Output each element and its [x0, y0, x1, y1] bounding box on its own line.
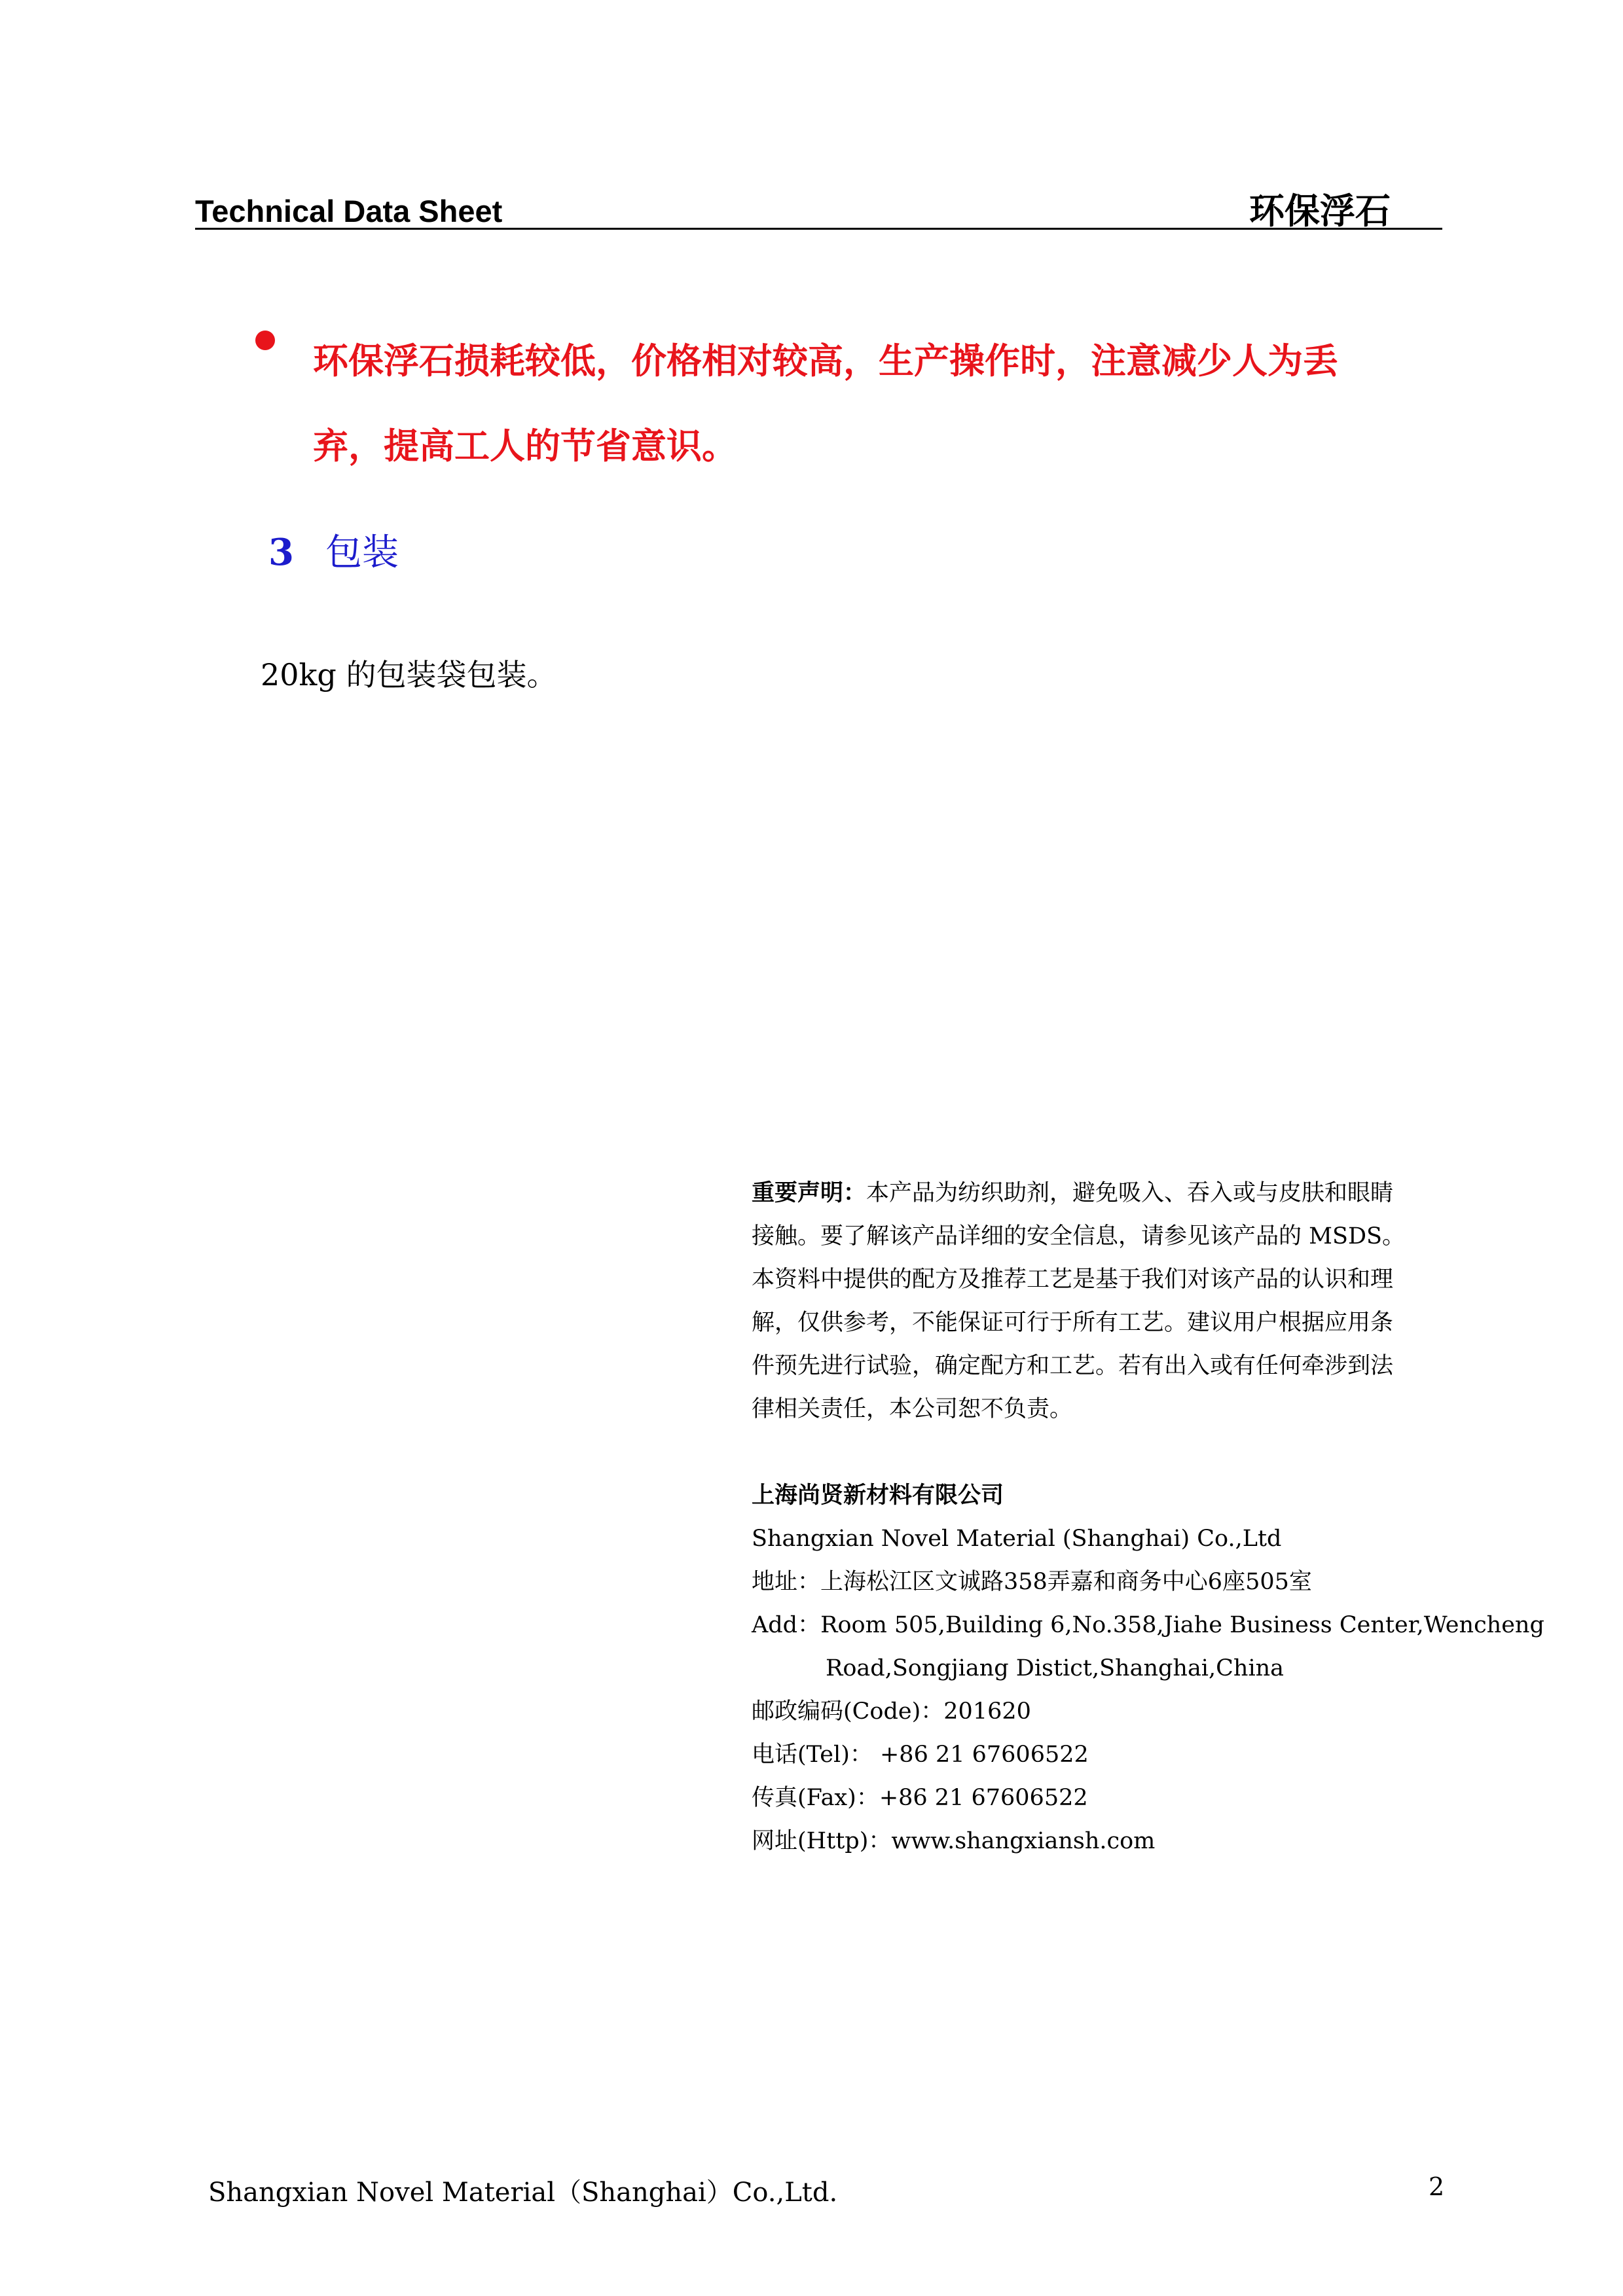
- company-name-chinese: 上海尚贤新材料有限公司: [752, 1482, 1004, 1509]
- disclaimer-line: 解，仅供参考，不能保证可行于所有工艺。建议用户根据应用条: [752, 1310, 1394, 1336]
- disclaimer-title: 重要声明：: [752, 1179, 867, 1206]
- address-english-line-2: Road,Songjiang Distict,Shanghai,China: [826, 1655, 1285, 1681]
- red-bullet-icon: [255, 331, 275, 350]
- fax: 传真(Fax)：+86 21 67606522: [752, 1785, 1088, 1811]
- loss-notice-line-2: 弃，提高工人的节省意识。: [313, 425, 737, 467]
- packaging-description: 20kg 的包装袋包装。: [261, 657, 557, 692]
- section-heading-packaging: [268, 531, 399, 574]
- disclaimer-line: 件预先进行试验，确定配方和工艺。若有出入或有任何牵涉到法: [752, 1353, 1394, 1379]
- section-number: 3: [268, 531, 294, 574]
- address-chinese: 地址：上海松江区文诚路358弄嘉和商务中心6座505室: [752, 1569, 1312, 1595]
- disclaimer-line: 律相关责任，本公司恕不负责。: [752, 1396, 1073, 1422]
- telephone: 电话(Tel)： +86 21 67606522: [752, 1742, 1089, 1768]
- section-title: 包装: [325, 531, 399, 574]
- disclaimer-block: [752, 1172, 1459, 1431]
- loss-notice-line-1: 环保浮石损耗较低，价格相对较高，生产操作时，注意减少人为丢: [313, 340, 1338, 382]
- company-name-english: Shangxian Novel Material (Shanghai) Co.,Ltd: [752, 1526, 1282, 1552]
- company-contact-block: [752, 1474, 1544, 1863]
- disclaimer-line: 本产品为纺织助剂，避免吸入、吞入或与皮肤和眼睛: [866, 1180, 1394, 1206]
- page-header: [195, 182, 1442, 230]
- document-type-title: Technical Data Sheet: [195, 194, 503, 228]
- postcode: 邮政编码(Code)：201620: [752, 1698, 1031, 1725]
- page-footer-company: Shangxian Novel Material（Shanghai）Co.,Ltd.: [208, 2178, 838, 2208]
- disclaimer-line: 接触。要了解该产品详细的安全信息，请参见该产品的 MSDS。: [752, 1223, 1405, 1249]
- loss-notice-paragraph: [313, 318, 1452, 488]
- disclaimer-line: 本资料中提供的配方及推荐工艺是基于我们对该产品的认识和理: [752, 1266, 1394, 1293]
- page-number: 2: [1429, 2172, 1445, 2201]
- website-link[interactable]: 网址(Http)：www.shangxiansh.com: [752, 1828, 1156, 1854]
- product-name-title: 环保浮石: [1249, 190, 1391, 232]
- address-english-line-1: Add：Room 505,Building 6,No.358,Jiahe Business Center,Wencheng: [752, 1612, 1544, 1638]
